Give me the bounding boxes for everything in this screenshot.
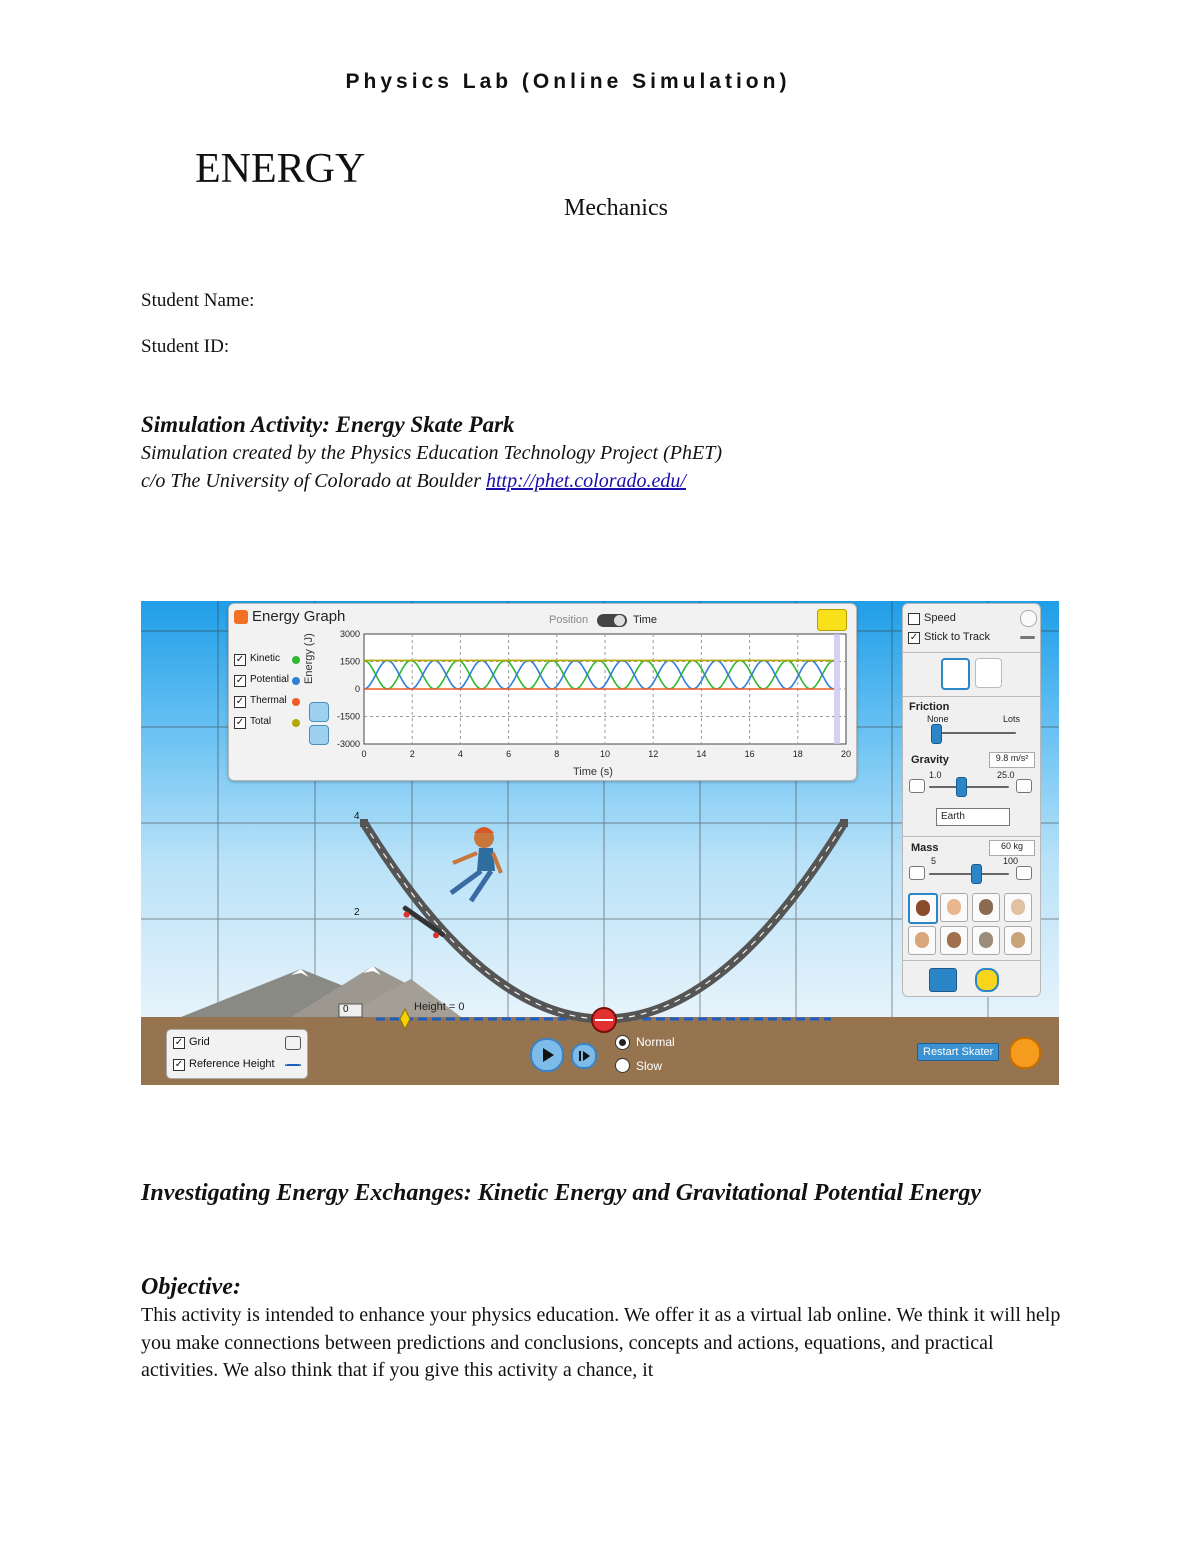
track-u-button[interactable] xyxy=(941,658,970,690)
objective-heading: Objective: xyxy=(141,1274,241,1300)
gravity-value: 9.8 m/s² xyxy=(989,752,1035,768)
height-label: Height = 0 xyxy=(414,1001,465,1013)
legend-checkbox-thermal[interactable]: ✓ xyxy=(235,696,245,707)
legend-label-potential: Potential xyxy=(250,674,289,685)
gravity-max: 25.0 xyxy=(997,770,1015,780)
dashed-line-icon xyxy=(285,1064,301,1066)
credit-line-2 xyxy=(141,470,686,493)
mass-min: 5 xyxy=(931,856,937,866)
skater-avatar-button[interactable] xyxy=(940,893,968,922)
grid-label-2: 2 xyxy=(354,907,360,918)
credit-text: c/o The University of Colorado at Boulder xyxy=(141,470,481,492)
activity-heading xyxy=(141,412,515,438)
skater-avatar-button[interactable] xyxy=(908,926,936,955)
document-header: Physics Lab (Online Simulation) xyxy=(345,70,791,93)
legend-checkbox-kinetic[interactable]: ✓ xyxy=(235,654,245,665)
mass-max: 100 xyxy=(1003,856,1019,866)
speed-label: Speed xyxy=(924,612,956,624)
toggle-position-label: Position xyxy=(549,614,589,626)
speed-checkbox[interactable] xyxy=(908,613,920,625)
play-button[interactable] xyxy=(530,1038,564,1072)
gravity-slider-track[interactable] xyxy=(929,786,1009,788)
normal-speed-radio[interactable] xyxy=(615,1035,630,1050)
phet-link[interactable]: http://phet.colorado.edu/ xyxy=(485,470,686,492)
graph-ylabel: Energy (J) xyxy=(303,633,315,684)
x-tick-label: 18 xyxy=(792,749,803,759)
friction-slider-thumb[interactable] xyxy=(931,724,942,744)
avatar-face-icon xyxy=(947,899,961,915)
student-name-label: Student Name: xyxy=(141,290,255,311)
gravity-label: Gravity xyxy=(911,754,949,766)
energy-skate-park-simulation[interactable] xyxy=(141,601,1059,1085)
mass-label: Mass xyxy=(911,842,939,854)
y-tick-label: -3000 xyxy=(336,739,360,749)
mass-slider-track[interactable] xyxy=(929,873,1009,875)
avatar-face-icon xyxy=(979,899,993,915)
legend-label-total: Total xyxy=(250,716,272,727)
objective-text: This activity is intended to enhance your physics education. We offer it as a virtual lab online. We think it will help you make connections between predictions and conclusions, concepts and actions, equations, and practical activities. We also think that if you give this activity a chance, it xyxy=(141,1304,1061,1381)
gravity-decrease-button[interactable] xyxy=(909,779,925,793)
energy-chart xyxy=(229,604,856,780)
avatar-face-icon xyxy=(916,900,930,916)
slow-speed-label: Slow xyxy=(636,1059,663,1073)
x-tick-label: 16 xyxy=(744,749,755,759)
x-tick-label: 0 xyxy=(361,749,367,759)
legend-checkbox-total[interactable]: ✓ xyxy=(235,717,245,728)
skater-avatar-button[interactable] xyxy=(1004,926,1032,955)
skater-avatar-button[interactable] xyxy=(972,893,1000,922)
gravity-min: 1.0 xyxy=(929,770,942,780)
reset-all-icon[interactable] xyxy=(1009,1037,1041,1069)
view-options xyxy=(166,1029,308,1079)
normal-speed-label: Normal xyxy=(636,1035,675,1049)
x-tick-label: 6 xyxy=(506,749,512,759)
control-panel xyxy=(902,603,1041,997)
pie-chart-icon[interactable] xyxy=(929,968,957,992)
step-button[interactable] xyxy=(571,1043,597,1069)
avatar-face-icon xyxy=(979,932,993,948)
gravity-increase-button[interactable] xyxy=(1016,779,1032,793)
y-tick-label: 3000 xyxy=(339,629,360,639)
document-title: ENERGY xyxy=(195,146,366,192)
credit-line-1: Simulation created by the Physics Education Technology Project (PhET) xyxy=(141,442,722,464)
section-title: Investigating Energy Exchanges: Kinetic Energy and Gravitational Potential Energy xyxy=(141,1180,982,1206)
y-tick-label: 0 xyxy=(354,684,360,694)
x-tick-label: 12 xyxy=(648,749,659,759)
mass-decrease-button[interactable] xyxy=(909,866,925,880)
x-tick-label: 20 xyxy=(840,749,852,759)
stick-to-track-label: Stick to Track xyxy=(924,631,991,643)
energy-graph-panel xyxy=(228,603,857,781)
x-tick-label: 10 xyxy=(599,749,611,759)
avatar-face-icon xyxy=(1011,932,1025,948)
reference-height-label: Reference Height xyxy=(189,1058,275,1070)
x-tick-label: 4 xyxy=(457,749,463,759)
speedometer-icon xyxy=(1020,610,1037,627)
slow-speed-radio[interactable] xyxy=(615,1058,630,1073)
track-w-button[interactable] xyxy=(975,658,1002,688)
x-tick-label: 8 xyxy=(554,749,560,759)
activity-label: Simulation Activity: xyxy=(141,412,330,437)
skater-body xyxy=(451,827,501,901)
x-tick-label: 2 xyxy=(409,749,415,759)
activity-name: Energy Skate Park xyxy=(335,412,515,437)
grid-icon xyxy=(285,1036,301,1050)
friction-lots: Lots xyxy=(1003,714,1021,724)
time-cursor xyxy=(834,634,840,744)
step-icon xyxy=(573,1045,595,1067)
legend-label-thermal: Thermal xyxy=(250,695,287,706)
grid-checkbox[interactable]: ✓ xyxy=(174,1037,184,1048)
y-tick-label: -1500 xyxy=(336,711,360,722)
x-tick-label: 14 xyxy=(696,749,707,759)
avatar-face-icon xyxy=(915,932,929,948)
grid-label: Grid xyxy=(189,1036,210,1048)
document-subtitle: Mechanics xyxy=(564,195,668,221)
friction-none: None xyxy=(927,714,949,724)
toggle-time-label: Time xyxy=(633,614,658,626)
energy-graph-title: Energy Graph xyxy=(252,608,346,625)
legend-checkbox-potential[interactable]: ✓ xyxy=(235,675,245,686)
skater-avatar-button[interactable] xyxy=(940,926,968,955)
avatar-face-icon xyxy=(947,932,961,948)
friction-label: Friction xyxy=(909,701,950,713)
mass-increase-button[interactable] xyxy=(1016,866,1032,880)
restart-skater-button[interactable]: Restart Skater xyxy=(917,1043,999,1061)
stick-to-track-checkbox[interactable]: ✓ xyxy=(909,632,919,643)
measuring-tape-icon[interactable] xyxy=(975,968,999,992)
legend-label-kinetic: Kinetic xyxy=(250,653,281,664)
avatar-face-icon xyxy=(1011,899,1025,915)
friction-slider-track[interactable] xyxy=(931,732,1016,734)
graph-xlabel: Time (s) xyxy=(573,766,613,778)
skater-avatar-button[interactable] xyxy=(972,926,1000,955)
planet-select[interactable]: Earth xyxy=(936,808,1010,826)
reference-height-checkbox[interactable]: ✓ xyxy=(174,1059,184,1070)
mass-value: 60 kg xyxy=(989,840,1035,856)
skater-avatar-button[interactable] xyxy=(1004,893,1032,922)
grid-label-4: 4 xyxy=(354,811,360,822)
student-id-label: Student ID: xyxy=(141,336,230,357)
grid-label-0: 0 xyxy=(343,1004,349,1015)
gravity-slider-thumb[interactable] xyxy=(956,777,967,797)
skater-avatar-button[interactable] xyxy=(908,893,938,924)
mass-slider-thumb[interactable] xyxy=(971,864,982,884)
y-tick-label: 1500 xyxy=(339,656,360,667)
play-icon xyxy=(532,1040,562,1070)
